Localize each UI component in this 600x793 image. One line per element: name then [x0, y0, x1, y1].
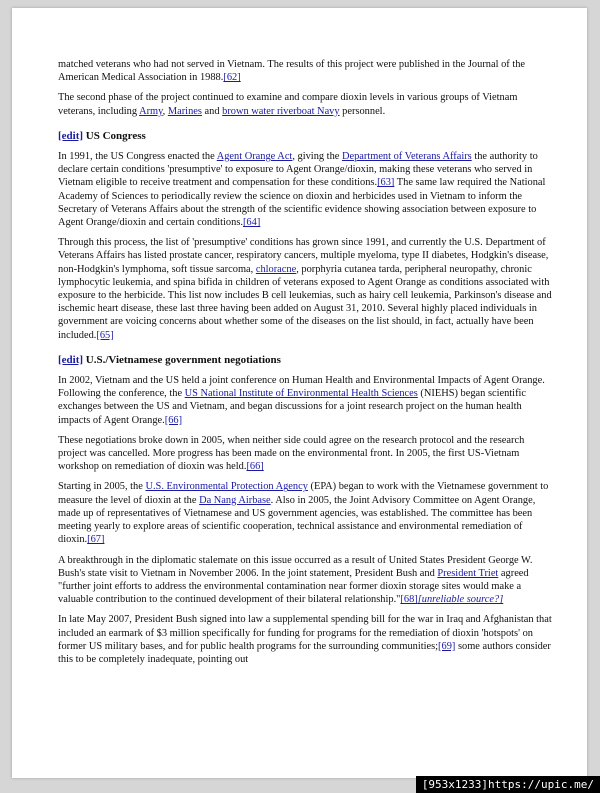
- section-heading-us-congress: [58, 130, 553, 143]
- paragraph: In 1991, the US Congress enacted the Agent Orange Act, giving the Department of Veterans Affairs the authority to declare certain conditions 'presumptive' to exposure to Agent Orange/dioxin, making these veterans who served in Vietnam eligible to receive treatment and compensation for these conditions.[63] The same law required the National Academy of Sciences to periodically review the science on dioxin and herbicides used in Vietnam to inform the Secretary of Veterans Affairs about the strength of the scientific evidence showing association between exposure to Agent Orange/dioxin and certain conditions.[64]: [58, 151, 546, 229]
- riverboat-navy-link[interactable]: brown water riverboat Navy: [222, 105, 340, 117]
- section-heading-negotiations: [58, 354, 553, 367]
- document-page: [12, 8, 587, 778]
- unreliable-source-link[interactable]: [unreliable source?]: [417, 594, 504, 606]
- chloracne-link[interactable]: chloracne: [255, 263, 297, 275]
- edit-link[interactable]: [edit]: [58, 129, 84, 142]
- citation-link[interactable]: [67]: [87, 534, 105, 546]
- da-nang-airbase-link[interactable]: Da Nang Airbase: [199, 494, 271, 506]
- image-host-watermark: [953x1233]https://upic.me/: [416, 776, 600, 793]
- citation-link[interactable]: [66]: [246, 461, 264, 473]
- citation-link[interactable]: [68]: [400, 594, 418, 606]
- epa-link[interactable]: U.S. Environmental Protection Agency: [145, 481, 308, 493]
- edit-link[interactable]: [edit]: [58, 353, 84, 366]
- army-link[interactable]: Army: [139, 105, 163, 117]
- article-body: [58, 58, 553, 673]
- citation-link[interactable]: [66]: [164, 414, 183, 426]
- paragraph: Through this process, the list of 'presumptive' conditions has grown since 1991, and currently the U.S. Department of Veterans Affairs has listed prostate cancer, respiratory cancers, multiple myeloma, type II diabetes, Hodgkin's disease, non-Hodgkin's lymphoma, soft tissue sarcoma, chloracne, porphyria cutanea tarda, peripheral neuropathy, chronic lymphocytic leukemia, and spina bifida in children of veterans exposed to Agent Orange as conditions associated with exposure to the herbicide. This list now includes B cell leukemias, such as hairy cell leukemia, Parkinson's disease and ischemic heart disease, these last three having been added on August 31, 2010. Several highly placed individuals in government are voicing concerns about whether some of the diseases on the list should, in fact, actually have been included.[65]: [58, 237, 552, 341]
- paragraph: In 2002, Vietnam and the US held a joint conference on Human Health and Environmental Impacts of Agent Orange. Following the conference, the US National Institute of Environmental Health Sciences (NIEHS) began scientific exchanges between the US and Vietnam, and began discussions for a joint research project on the human health impacts of Agent Orange.[66]: [58, 375, 545, 426]
- veterans-affairs-link[interactable]: Department of Veterans Affairs: [341, 151, 472, 163]
- niehs-link[interactable]: US National Institute of Environmental Health Sciences: [184, 388, 418, 400]
- paragraph: A breakthrough in the diplomatic stalemate on this issue occurred as a result of United States President George W. Bush's state visit to Vietnam in November 2006. In the joint statement, President Bush and President Triet agreed "further joint efforts to address the environmental contamination near former dioxin storage sites would make a valuable contribution to the continued development of their bilateral relationship."[68][unreliable source?]: [58, 554, 533, 606]
- marines-link[interactable]: Marines: [167, 105, 202, 117]
- paragraph: In late May 2007, President Bush signed into law a supplemental spending bill for the war in Iraq and Afghanistan that included an earmark of $3 million specifically for funding for programs for the remediation of dioxin 'hotspots' on former US military bases, and for public health programs for the surrounding communities;[69] some authors consider this to be completely inadequate, pointing out: [58, 614, 552, 665]
- paragraph: matched veterans who had not served in Vietnam. The results of this project were published in the Journal of the American Medical Association in 1988.[62]: [58, 59, 526, 84]
- citation-link[interactable]: [62]: [223, 72, 241, 84]
- paragraph: These negotiations broke down in 2005, when neither side could agree on the research protocol and the research project was cancelled. More progress has been made on the environmental front. In 2005, the first US-Vietnam workshop on remediation of dioxin was held.[66]: [58, 434, 525, 473]
- citation-link[interactable]: [65]: [96, 329, 114, 341]
- citation-link[interactable]: [69]: [438, 640, 456, 652]
- citation-link[interactable]: [64]: [242, 217, 261, 229]
- citation-link[interactable]: [63]: [377, 177, 395, 189]
- paragraph: Starting in 2005, the U.S. Environmental Protection Agency (EPA) began to work with the Vietnamese government to measure the level of dioxin at the Da Nang Airbase. Also in 2005, the Joint Advisory Committee on Agent Orange, made up of representatives of Vietnamese and US government agencies, was established. The committee has been meeting yearly to explore areas of scientific cooperation, technical assistance and environmental remediation of dioxin.[67]: [58, 481, 549, 546]
- paragraph: The second phase of the project continued to examine and compare dioxin levels in various groups of Vietnam veterans, including Army, Marines and brown water riverboat Navy personnel.: [58, 92, 518, 117]
- section-title: U.S./Vietnamese government negotiations: [83, 353, 281, 366]
- president-triet-link[interactable]: President Triet: [437, 567, 499, 579]
- agent-orange-act-link[interactable]: Agent Orange Act: [216, 151, 293, 163]
- section-title: US Congress: [83, 129, 146, 142]
